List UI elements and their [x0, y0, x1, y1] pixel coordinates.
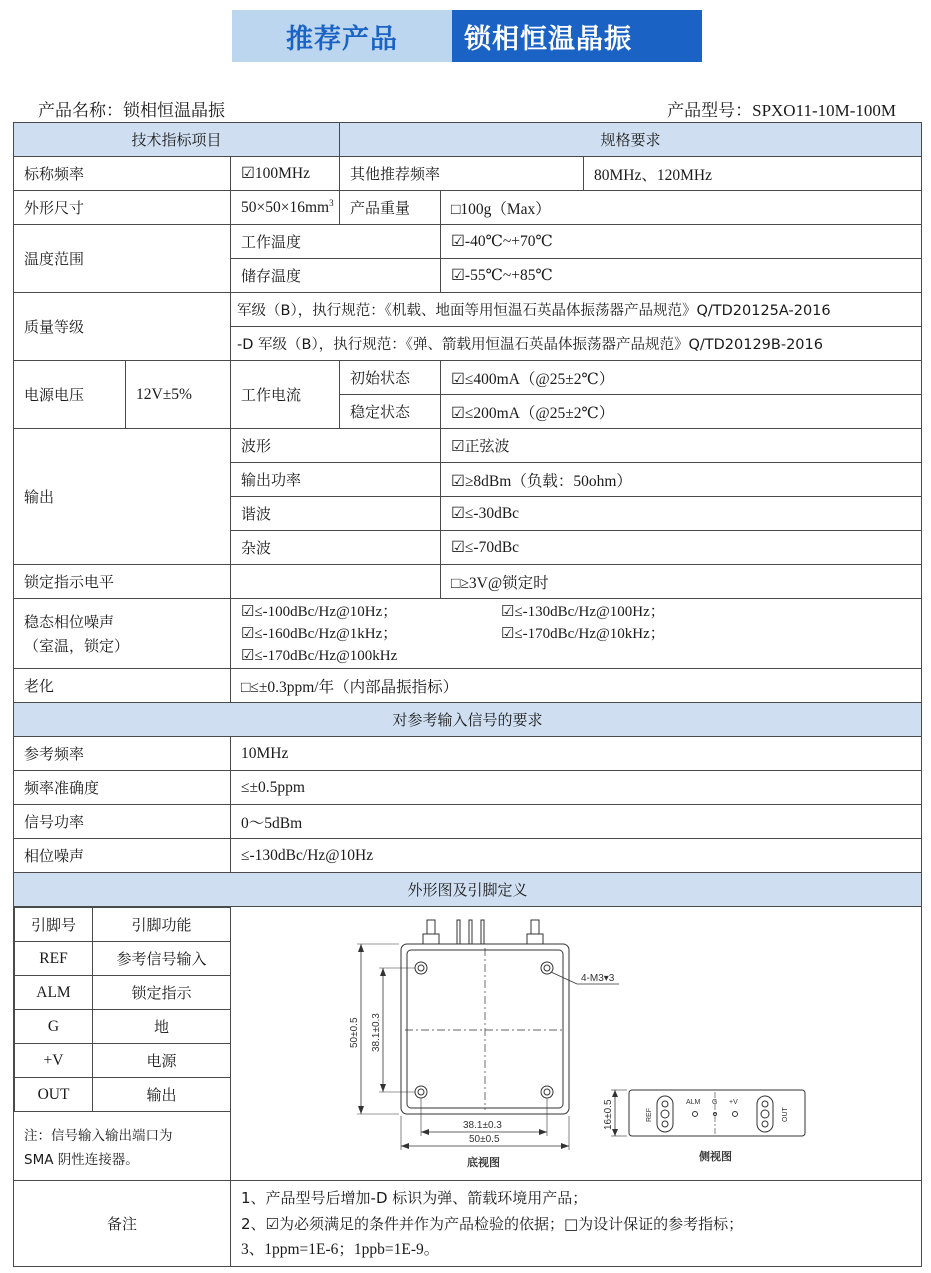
pin-no: G: [15, 1010, 93, 1044]
row-phase-noise: [14, 599, 922, 669]
pin-no: REF: [15, 942, 93, 976]
phase-noise-1khz: ☑≤-160dBc/Hz@1kHz；: [241, 625, 398, 642]
pin-row: [15, 942, 231, 976]
ref-freq-label: 参考频率: [14, 737, 231, 771]
output-power-value: ☑≥8dBm（负载：50ohm）: [441, 463, 922, 497]
row-power-init: [14, 361, 922, 395]
pin-row: [15, 1078, 231, 1112]
note-line: 2、☑为必须满足的条件并作为产品检验的依据；□为设计保证的参考指标；: [241, 1214, 744, 1233]
pin-note-line-1: 注：信号输入输出端口为: [24, 1128, 173, 1144]
lock-level-label: 锁定指示电平: [14, 565, 231, 599]
store-temp-label: 储存温度: [231, 259, 441, 293]
phase-noise-label-1: 稳态相位噪声: [24, 612, 115, 631]
row-aging: [14, 669, 922, 703]
quality-line-1: 军级（B），执行规范：《机载、地面等用恒温石英晶体振荡器产品规范》Q/TD20125A-2016: [231, 293, 922, 327]
product-banner: [232, 10, 702, 62]
pin-func-header: 引脚功能: [93, 908, 231, 942]
pin-func: 输出: [93, 1078, 231, 1112]
row-quality-1: [14, 293, 922, 327]
pin-no: ALM: [15, 976, 93, 1010]
outline-drawing: [231, 908, 921, 1180]
pin-note: [14, 1112, 230, 1172]
harmonic-value: ☑≤-30dBc: [441, 497, 922, 531]
temp-label: 温度范围: [14, 225, 231, 293]
notes-content: [231, 1181, 922, 1267]
work-temp-label: 工作温度: [231, 225, 441, 259]
size-value-sup: 3: [329, 197, 334, 208]
init-state-value: ☑≤400mA（@25±2℃）: [441, 361, 922, 395]
wave-label: 波形: [231, 429, 441, 463]
pin-func: 电源: [93, 1044, 231, 1078]
phase-noise-10hz: ☑≤-100dBc/Hz@10Hz；: [241, 603, 398, 620]
dim-50-vertical: 50±0.5: [349, 1016, 360, 1048]
size-value: [231, 191, 340, 225]
row-nominal-freq: [14, 157, 922, 191]
side-height-dim: 16±0.5: [603, 1098, 614, 1130]
harmonic-label: 谐波: [231, 497, 441, 531]
row-temp-work: [14, 225, 922, 259]
ref-noise-label: 相位噪声: [14, 839, 231, 873]
row-ref-freq: [14, 737, 922, 771]
freq-acc-value: ≤±0.5ppm: [231, 771, 922, 805]
size-value-text: 50×50×16mm: [241, 199, 330, 217]
row-freq-acc: [14, 771, 922, 805]
side-view-caption: 侧视图: [699, 1150, 732, 1163]
product-model: [667, 96, 896, 120]
bottom-view-caption: 底视图: [467, 1156, 500, 1169]
dim-50-horizontal: 50±0.5: [469, 1133, 500, 1145]
product-model-label: 产品型号：: [667, 101, 753, 121]
weight-value: □100g（Max）: [441, 191, 922, 225]
phase-noise-100khz: ☑≤-170dBc/Hz@100kHz: [241, 647, 398, 664]
product-header: [38, 96, 896, 120]
pin-table: [14, 907, 230, 1112]
quality-label: 质量等级: [14, 293, 231, 361]
stable-state-label: 稳定状态: [340, 395, 441, 429]
pin-func: 地: [93, 1010, 231, 1044]
pin-no: OUT: [15, 1078, 93, 1112]
weight-label: 产品重量: [340, 191, 441, 225]
power-voltage: 12V±5%: [126, 361, 231, 429]
row-size: [14, 191, 922, 225]
banner-product-title: 锁相恒温晶振: [452, 10, 702, 62]
nominal-freq-value: ☑100MHz: [231, 157, 340, 191]
sig-power-label: 信号功率: [14, 805, 231, 839]
side-label-out: OUT: [782, 1106, 789, 1122]
row-sig-power: [14, 805, 922, 839]
side-label-alm: ALM: [686, 1098, 701, 1106]
aging-value: □≤±0.3ppm/年（内部晶振指标）: [231, 669, 922, 703]
banner-recommend-label: 推荐产品: [232, 10, 452, 62]
sig-power-value: 0～5dBm: [231, 805, 922, 839]
pin-row: [15, 976, 231, 1010]
pin-no: +V: [15, 1044, 93, 1078]
pin-func: 锁定指示: [93, 976, 231, 1010]
phase-noise-label-2: （室温，锁定）: [24, 636, 130, 655]
row-outline-section: [14, 873, 922, 907]
spec-table: [13, 122, 922, 1267]
other-freq-label: 其他推荐频率: [340, 157, 584, 191]
ref-noise-value: ≤-130dBc/Hz@10Hz: [231, 839, 922, 873]
pin-no-header: 引脚号: [15, 908, 93, 942]
product-model-value: SPXO11-10M-100M: [752, 101, 896, 120]
nominal-freq-label: 标称频率: [14, 157, 231, 191]
aging-label: 老化: [14, 669, 231, 703]
col-req-header: 规格要求: [340, 123, 922, 157]
current-label: 工作电流: [231, 361, 340, 429]
side-label-ref: REF: [646, 1107, 653, 1122]
phase-noise-values: [231, 599, 922, 669]
pin-header-row: [15, 908, 231, 942]
stable-state-value: ☑≤200mA（@25±2℃）: [441, 395, 922, 429]
spec-header-row: [14, 123, 922, 157]
dim-38-vertical: 38.1±0.3: [371, 1012, 382, 1052]
notes-label: 备注: [14, 1181, 231, 1267]
size-label: 外形尺寸: [14, 191, 231, 225]
store-temp-value: ☑-55℃~+85℃: [441, 259, 922, 293]
phase-noise-label: [14, 599, 231, 669]
outline-drawing-cell: [231, 907, 922, 1181]
lock-level-empty: [231, 565, 441, 599]
output-power-label: 输出功率: [231, 463, 441, 497]
row-ref-noise: [14, 839, 922, 873]
connector-out: [531, 920, 539, 934]
row-output-wave: [14, 429, 922, 463]
freq-acc-label: 频率准确度: [14, 771, 231, 805]
phase-noise-10khz: ☑≤-170dBc/Hz@10kHz；: [501, 625, 665, 642]
quality-line-2: -D 军级（B），执行规范：《弹、箭载用恒温石英晶体振荡器产品规范》Q/TD20129B-2016: [231, 327, 922, 361]
spurious-label: 杂波: [231, 531, 441, 565]
other-freq-value: 80MHz、120MHz: [584, 157, 922, 191]
product-name: [38, 96, 225, 120]
note-line: 3、1ppm=1E-6；1ppb=1E-9。: [241, 1240, 440, 1258]
side-label-g: G: [712, 1098, 718, 1106]
dim-38-horizontal: 38.1±0.3: [463, 1119, 502, 1131]
ref-freq-value: 10MHz: [231, 737, 922, 771]
pin-func: 参考信号输入: [93, 942, 231, 976]
row-outline: [14, 907, 922, 1181]
product-name-value: 锁相恒温晶振: [123, 101, 225, 121]
phase-noise-100hz: ☑≤-130dBc/Hz@100Hz；: [501, 603, 665, 620]
side-label-v: +V: [729, 1098, 738, 1106]
outline-section-header: 外形图及引脚定义: [14, 873, 922, 907]
ref-section-header: 对参考输入信号的要求: [14, 703, 922, 737]
connector-ref: [427, 920, 435, 934]
spurious-value: ☑≤-70dBc: [441, 531, 922, 565]
pin-definition-cell: [14, 907, 231, 1181]
wave-value: ☑正弦波: [441, 429, 922, 463]
note-line: 1、产品型号后增加-D 标识为弹、箭载环境用产品；: [241, 1188, 588, 1207]
work-temp-value: ☑-40℃~+70℃: [441, 225, 922, 259]
side-view-body: [629, 1090, 805, 1136]
row-ref-section: [14, 703, 922, 737]
pin-note-line-2: SMA 阴性连接器。: [24, 1152, 139, 1168]
lock-level-value: □≥3V@锁定时: [441, 565, 922, 599]
pin-row: [15, 1010, 231, 1044]
row-notes: [14, 1181, 922, 1267]
row-lock: [14, 565, 922, 599]
col-item-header: 技术指标项目: [14, 123, 340, 157]
power-label: 电源电压: [14, 361, 126, 429]
pin-row: [15, 1044, 231, 1078]
product-name-label: 产品名称：: [38, 101, 123, 121]
init-state-label: 初始状态: [340, 361, 441, 395]
hole-spec-label: 4-M3▾3: [581, 972, 615, 984]
output-label: 输出: [14, 429, 231, 565]
